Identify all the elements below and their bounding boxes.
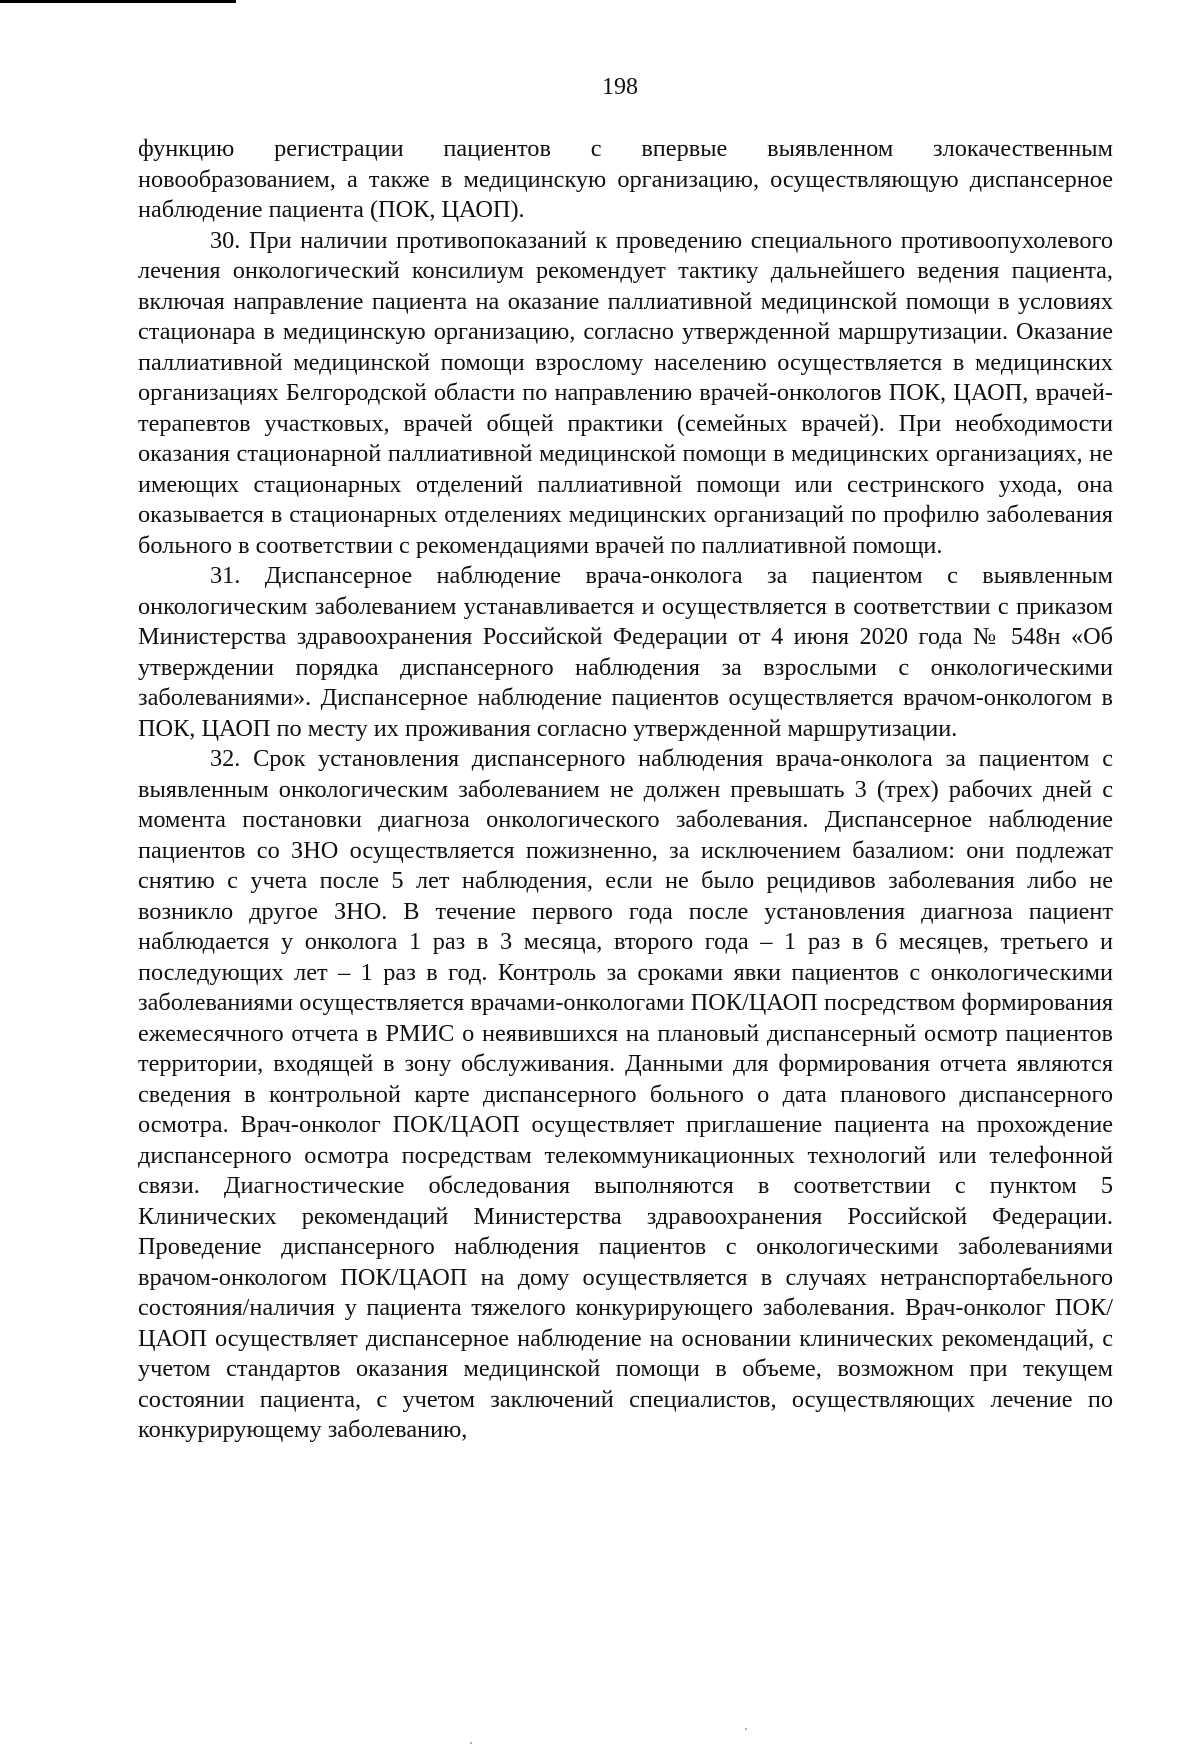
paragraph-continuation: функцию регистрации пациентов с впервые выявленном злокачественным новообразованием, а также в медицинскую организацию, осуществляющую диспансерное наблюдение пациента (ПОК, ЦАОП). [138, 135, 1113, 223]
scan-speck [745, 1728, 747, 1730]
paragraph-32: 32. Срок установления диспансерного наблюдения врача-онколога за пациентом с выявленным онкологическим заболеванием не должен превышать 3 (трех) рабочих дней с момента постановки диагноза онкологического заболевания. Диспансерное наблюдение пациентов со ЗНО осуществляется пожизненно, за исключением базалиом: они подлежат снятию с учета после 5 лет наблюдения, если не было рецидивов заболевания либо не возникло другое ЗНО. В течение первого года после установления диагноза пациент наблюдается у онколога 1 раз в 3 месяца, второго года – 1 раз в 6 месяцев, третьего и последующих лет – 1 раз в год. Контроль за сроками явки пациентов с онкологическими заболеваниями осуществляется врачами-онкологами ПОК/ЦАОП посредством формирования ежемесячного отчета в РМИС о неявившихся на плановый диспансерный осмотр пациентов территории, входящей в зону обслуживания. Данными для формирования отчета являются сведения в контрольной карте диспансерного больного о дата планового диспансерного осмотра. Врач-онколог ПОК/ЦАОП осуществляет приглашение пациента на прохождение диспансерного осмотра посредствам телекоммуникационных технологий или телефонной связи. Диагностические обследования выполняются в соответствии с пунктом 5 Клинических рекомендаций Министерства здравоохранения Российской Федерации. Проведение диспансерного наблюдения пациентов с онкологическими заболеваниями врачом-онкологом ПОК/ЦАОП на дому осуществляется в случаях нетранспортабельного состояния/наличия у пациента тяжелого конкурирующего заболевания. Врач-онколог ПОК/ЦАОП осуществляет диспансерное наблюдение на основании клинических рекомендаций, с учетом стандартов оказания медицинской помощи в объеме, возможном при текущем состоянии пациента, с учетом заключений специалистов, осуществляющих лечение по конкурирующему заболеванию, [138, 745, 1113, 1443]
paragraph-31: 31. Диспансерное наблюдение врача-онколога за пациентом с выявленным онкологическим заболеванием устанавливается и осуществляется в соответствии с приказом Министерства здравоохранения Российской Федерации от 4 июня 2020 года № 548н «Об утверждении порядка диспансерного наблюдения за взрослыми с онкологическими заболеваниями». Диспансерное наблюдение пациентов осуществляется врачом-онкологом в ПОК, ЦАОП по месту их проживания согласно утвержденной маршрутизации. [138, 562, 1113, 742]
scan-speck [470, 1742, 472, 1744]
top-edge-rule [0, 0, 236, 3]
page-number: 198 [602, 74, 638, 100]
paragraph-30: 30. При наличии противопоказаний к проведению специального противоопухолевого лечения онкологический консилиум рекомендует тактику дальнейшего ведения пациента, включая направление пациента на оказание паллиативной медицинской помощи в условиях стационара в медицинскую организацию, согласно утвержденной маршрутизации. Оказание паллиативной медицинской помощи взрослому населению осуществляется в медицинских организациях Белгородской области по направлению врачей-онкологов ПОК, ЦАОП, врачей-терапевтов участковых, врачей общей практики (семейных врачей). При необходимости оказания стационарной паллиативной медицинской помощи в медицинских организациях, не имеющих стационарных отделений паллиативной помощи или сестринского ухода, она оказывается в стационарных отделениях медицинских организаций по профилю заболевания больного в соответствии с рекомендациями врачей по паллиативной помощи. [138, 226, 1113, 559]
body-text [138, 134, 1113, 1446]
